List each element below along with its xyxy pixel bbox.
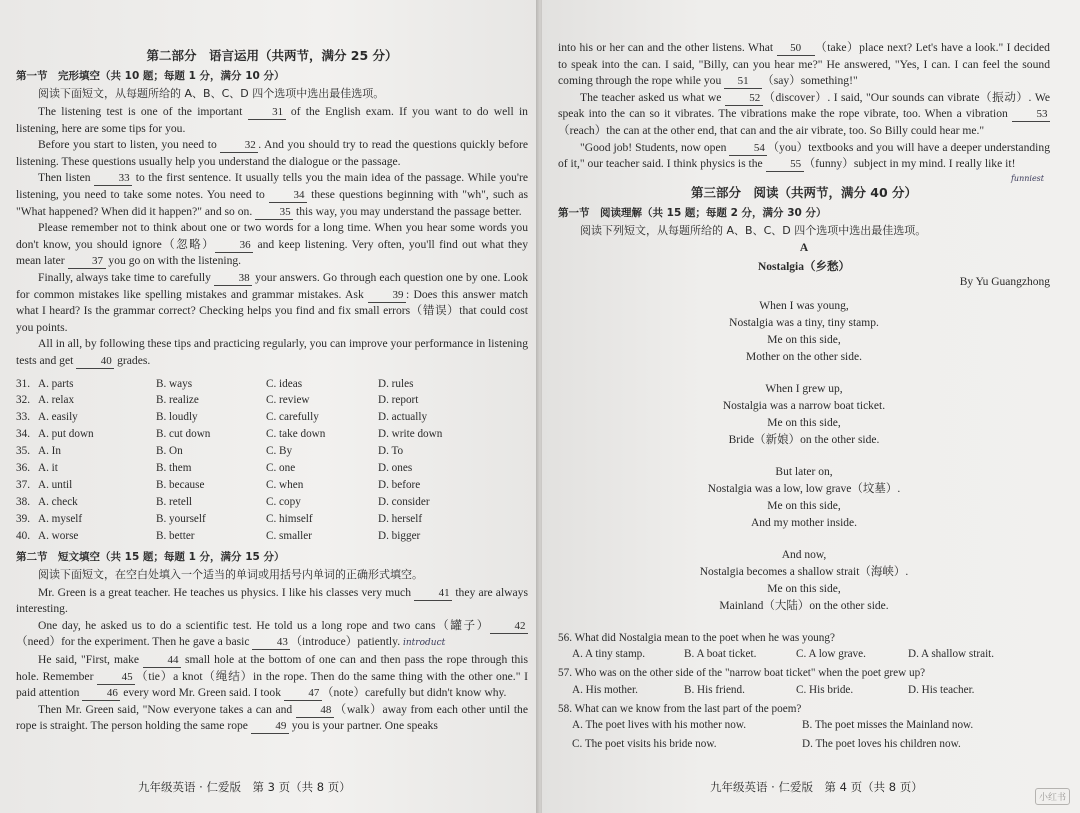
cloze-paragraph-6: All in all, by following these tips and practicing regularly, you can improve your performance in listening tests and get 40 grades.	[16, 337, 528, 367]
handwritten-note-funniest: funniest	[1010, 174, 1044, 183]
blank-47: 47	[284, 687, 322, 701]
gapfill-continued-paragraph-2: The teacher asked us what we 52 （discover）. I said, "Our sounds can vibrate（振动）. We speak into the can so it vibrates. The vibrations make the rope vibrate, too. When a vibration 53（reach）the can at the other end, that can and the air vibrate, too. So Billy could hear me."	[558, 90, 1050, 137]
blank-41: 41	[414, 587, 452, 601]
blank-49: 49	[251, 720, 289, 734]
poem-stanza-1: When I was young, Nostalgia was a tiny, tiny stamp. Me on this side, Mother on the other side.	[729, 299, 879, 363]
option-58-a[interactable]: A. The poet lives with his mother now.	[572, 719, 747, 732]
option-57-d[interactable]: D. His teacher.	[908, 683, 975, 696]
gapfill-paragraph-4: Then Mr. Green said, "Now everyone takes a can and 48 （walk）away from each other until the rope is straight. The person holding the same rope 49 you is your partner. One speaks	[16, 702, 528, 733]
option-56-c[interactable]: C. A low grave.	[796, 648, 866, 661]
blank-53: 53	[1012, 108, 1050, 122]
cloze-paragraph-3: Then listen 33 to the first sentence. It usually tells you the main idea of the passage. While you're listening, you need to take some notes. You need to 34 these questions beginning with "wh", such as "What happened? When did it happen?" and so on. 35 this way, you may understand the passage better.	[16, 171, 528, 218]
choice-row-32: 32. A. relax B. realize C. review D. report	[16, 394, 419, 407]
question-56: 56. What did Nostalgia mean to the poet when he was young? A. A tiny stamp. B. A boat ticket. C. A low grave. D. A shallow strait.	[558, 630, 1050, 664]
poem-stanza-3: But later on, Nostalgia was a low, low grave（坟墓）. Me on this side, And my mother inside.	[707, 465, 901, 529]
poem-title: Nostalgia（乡愁）	[758, 260, 850, 273]
question-56-options	[572, 646, 1050, 663]
blank-46: 46	[82, 687, 120, 701]
blank-35: 35	[255, 206, 293, 220]
blank-32: 32	[220, 139, 258, 153]
gapfill-paragraph-3: He said, "First, make 44 small hole at the bottom of one can and then pass the rope through this hole. Remember 45 （tie）a knot（绳结）in the rope. Then do the same thing with the other one." I paid attention 46 every word Mr. Green said. I took 47 （note）carefully but didn't know why.	[16, 652, 529, 700]
blank-55: 55	[766, 158, 804, 172]
option-58-b[interactable]: B. The poet misses the Mainland now.	[802, 719, 974, 732]
cloze-choices	[16, 376, 528, 545]
section-title-reading: 第三部分 阅读（共两节，满分 40 分）	[690, 184, 918, 200]
poem-stanza-4: And now, Nostalgia becomes a shallow strait（海峡）. Me on this side, Mainland（大陆）on the other side.	[699, 548, 909, 612]
right-exam-page	[542, 0, 1080, 813]
question-58-options-row-2	[572, 736, 1050, 753]
poem-stanza-2: When I grew up, Nostalgia was a narrow boat ticket. Me on this side, Bride（新娘）on the other side.	[722, 382, 886, 446]
choice-row-33: 33. A. easily B. loudly C. carefully D. actually	[16, 411, 428, 424]
option-57-b[interactable]: B. His friend.	[684, 683, 745, 696]
page-footer-right: 九年级英语 · 仁爱版 第 4 页（共 8 页）	[710, 780, 923, 794]
blank-40: 40	[76, 355, 114, 369]
blank-45: 45	[97, 671, 135, 685]
gapfill-continued-paragraph-1: into his or her can and the other listens. What 50 （take）place next? Let's have a look." I decided to speak into the can. I said, "Billy, can you hear me?" He answered, "Yes, I can. I can feel the sound coming through the rope while you 51 （say）something!"	[558, 41, 1050, 88]
option-57-c[interactable]: C. His bride.	[796, 683, 854, 696]
cloze-paragraph-5: Finally, always take time to carefully 38 your answers. Go through each question one by one. Look for common mistakes like spelling mistakes and grammar mistakes. Ask 39 : Does this answer match what I heard? Is the grammar correct? Checking helps you find and fix small errors（错误）that could cost you points.	[16, 270, 528, 334]
cloze-section-title: 第一节 完形填空（共 10 题；每题 1 分，满分 10 分）	[16, 70, 285, 82]
choice-row-37: 37. A. until B. because C. when D. before	[16, 478, 421, 491]
question-57: 57. Who was on the other side of the "narrow boat ticket" when the poet grew up? A. His mother. B. His friend. C. His bride. D. His teacher.	[558, 665, 1050, 699]
question-57-options	[572, 682, 1050, 699]
blank-33: 33	[94, 172, 132, 186]
cloze-paragraph-2: Before you start to listen, you need to 32 . And you should try to read the questions quickly before listening. These questions usually help you understand the dialogue or the passage.	[16, 138, 528, 168]
reading-instruction: 阅读下列短文，从每题所给的 A、B、C、D 四个选项中选出最佳选项。	[580, 223, 927, 237]
gapfill-instruction: 阅读下面短文，在空白处填入一个适当的单词或用括号内单词的正确形式填空。	[38, 567, 423, 581]
blank-44: 44	[143, 654, 181, 668]
blank-39: 39	[368, 289, 406, 303]
left-exam-page	[0, 0, 538, 813]
question-58: 58. What can we know from the last part of the poem? A. The poet lives with his mother now. B. The poet misses the Mainland now. C. The poet visits his bride now. D. The poet loves his children now.	[558, 701, 1050, 754]
option-56-b[interactable]: B. A boat ticket.	[684, 648, 757, 661]
handwritten-note-introduct: introduct	[403, 638, 446, 649]
option-58-d[interactable]: D. The poet loves his children now.	[802, 738, 961, 751]
gapfill-paragraph-1: Mr. Green is a great teacher. He teaches us physics. I like his classes very much 41 they are always interesting.	[16, 585, 528, 616]
choice-row-40: 40. A. worse B. better C. smaller D. bigger	[16, 529, 421, 542]
choice-row-34: 34. A. put down B. cut down C. take down D. write down	[16, 428, 443, 441]
blank-52: 52	[725, 92, 763, 106]
choice-row-35: 35. A. In B. On C. By D. To	[16, 445, 404, 458]
option-56-d[interactable]: D. A shallow strait.	[908, 648, 995, 661]
blank-36: 36	[215, 239, 253, 253]
blank-43: 43	[252, 636, 290, 650]
blank-48: 48	[296, 704, 334, 718]
reading-comprehension-title: 第一节 阅读理解（共 15 题；每题 2 分，满分 30 分）	[558, 206, 827, 219]
option-58-c[interactable]: C. The poet visits his bride now.	[572, 738, 717, 751]
blank-51: 51	[724, 75, 762, 89]
passage-label: A	[799, 241, 809, 254]
cloze-paragraph-1: The listening test is one of the important 31 of the English exam. If you want to do well in listening, here are some tips for you.	[16, 105, 528, 135]
blank-31: 31	[248, 106, 286, 120]
blank-54: 54	[729, 142, 767, 156]
watermark-logo: 小红书	[1035, 788, 1070, 805]
question-58-options-row-1	[572, 717, 1050, 734]
cloze-instruction: 阅读下面短文，从每题所给的 A、B、C、D 四个选项中选出最佳选项。	[38, 87, 385, 100]
cloze-paragraph-4: Please remember not to think about one or two words for a long time. When you hear some words you don't know, you should ignore（忽略） 36 and keep listening. Very often, you'll find out what they mean later 37 you go on with the listening.	[16, 221, 528, 268]
choice-row-38: 38. A. check B. retell C. copy D. consider	[16, 495, 430, 508]
choice-row-31: 31. A. parts B. ways C. ideas D. rules	[16, 377, 414, 390]
choice-row-39: 39. A. myself B. yourself C. himself D. herself	[16, 512, 423, 525]
choice-row-36: 36. A. it B. them C. one D. ones	[16, 462, 413, 475]
blank-38: 38	[214, 272, 252, 286]
gapfill-section-title: 第二节 短文填空（共 15 题；每题 1 分，满分 15 分）	[16, 550, 285, 563]
option-56-a[interactable]: A. A tiny stamp.	[572, 648, 646, 661]
option-57-a[interactable]: A. His mother.	[572, 683, 638, 696]
section-title-language-use: 第二部分 语言运用（共两节，满分 25 分）	[146, 48, 398, 63]
blank-42: 42	[490, 620, 528, 634]
blank-37: 37	[68, 255, 106, 269]
page-footer-left: 九年级英语 · 仁爱版 第 3 页（共 8 页）	[138, 780, 351, 794]
gapfill-paragraph-2: One day, he asked us to do a scientific test. He told us a long rope and two cans（罐子） 42（need）for the experiment. Then he gave a basic 43 （introduce）patiently. introduct	[16, 618, 528, 652]
gapfill-continued-paragraph-3: "Good job! Students, now open 54 （you）textbooks and you will have a deeper understanding of it," our teacher said. I think physics is the 55 （funny）subject in my mind. I really like it!	[558, 140, 1050, 171]
blank-50: 50	[777, 42, 815, 56]
poem-author: By Yu Guangzhong	[959, 275, 1050, 288]
blank-34: 34	[269, 189, 307, 203]
